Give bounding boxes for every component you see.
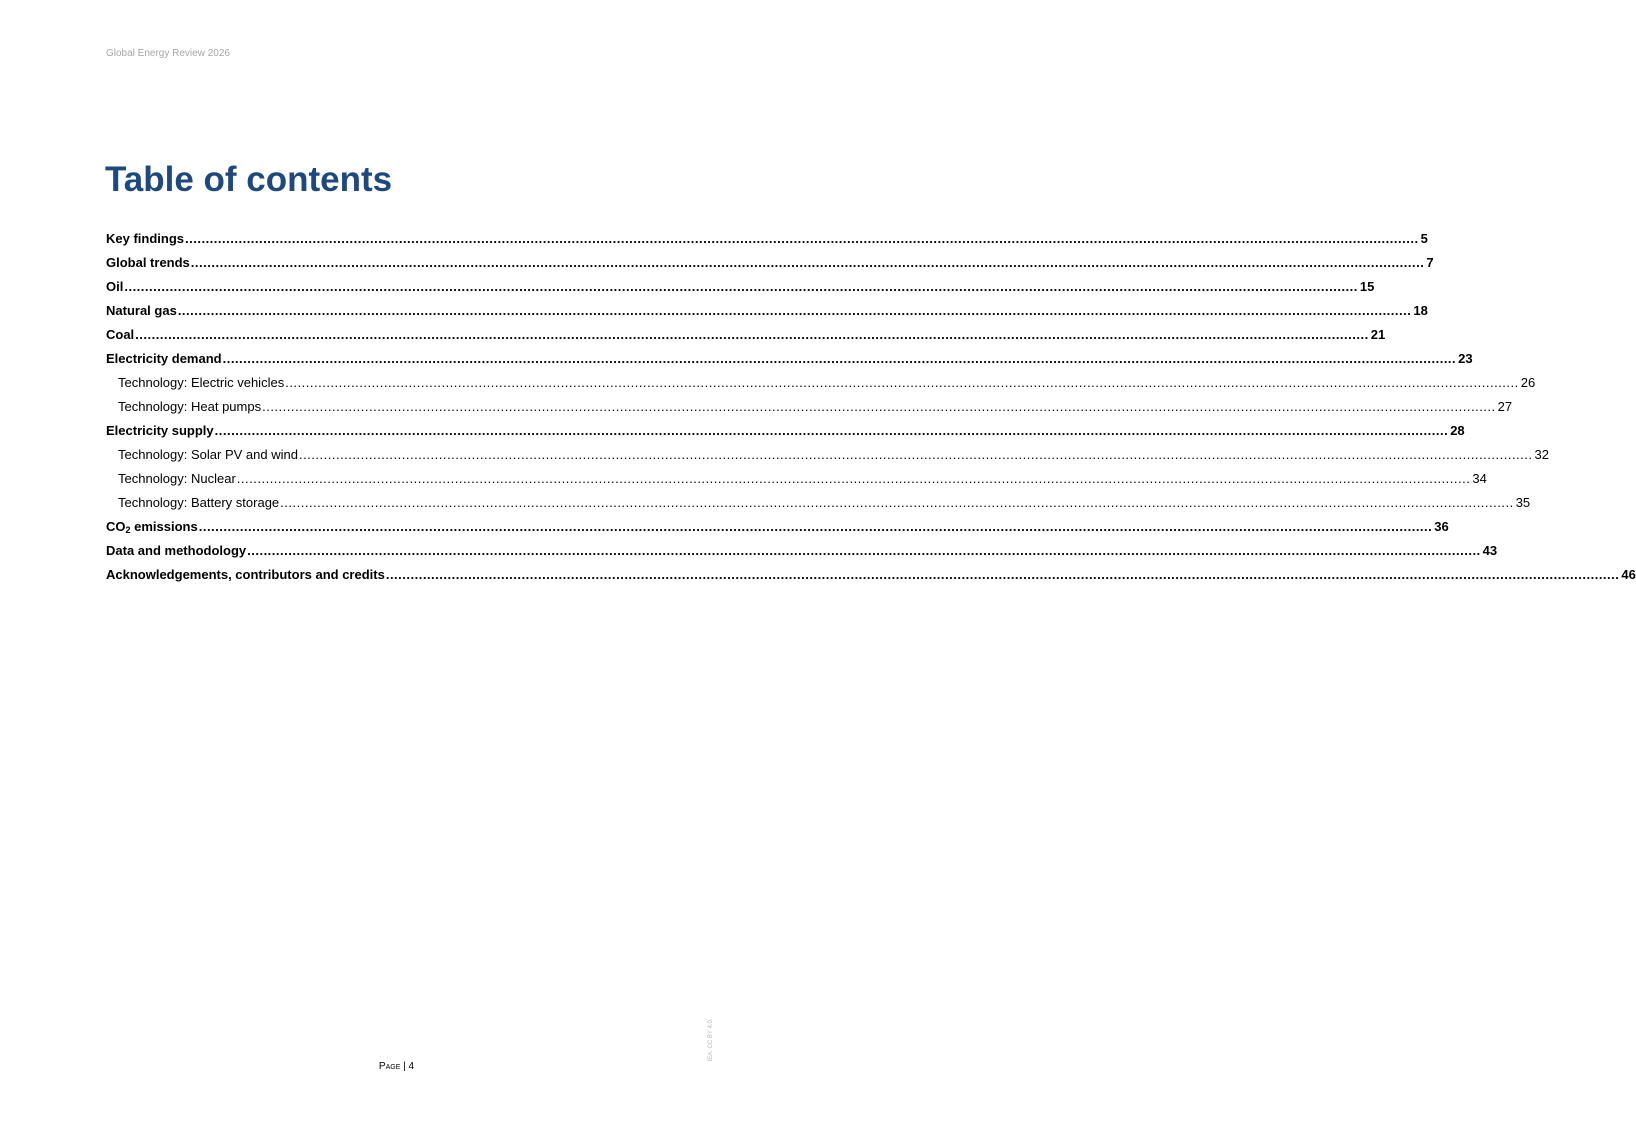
toc-dot-leader: ............................................................................................................................................................................................................................................................................................................ <box>262 399 1496 414</box>
toc-dot-leader: ............................................................................................................................................................................................................................................................................................................ <box>198 519 1433 534</box>
toc-entry-label: Key findings <box>106 231 185 246</box>
toc-entry-page-number: 43 <box>1482 543 1498 558</box>
toc-entry-label: Oil <box>106 279 124 294</box>
toc-entry-page-number: 21 <box>1370 327 1386 342</box>
toc-entry-label: Acknowledgements, contributors and credits <box>106 567 385 582</box>
toc-entry-label: $CO_2$ emissions <box>106 519 198 535</box>
toc-entry-label: Electricity demand <box>106 351 222 366</box>
table-of-contents <box>106 229 1636 589</box>
toc-entry-page-number: 27 <box>1497 399 1513 414</box>
page-label: Page <box>378 1061 401 1072</box>
toc-entry[interactable] <box>106 469 1487 493</box>
toc-entry[interactable] <box>106 565 1636 589</box>
toc-entry-page-number: 23 <box>1458 351 1473 366</box>
toc-entry-page-number: 5 <box>1420 231 1428 246</box>
toc-dot-leader: ............................................................................................................................................................................................................................................................................................................ <box>214 423 1449 438</box>
toc-dot-leader: ............................................................................................................................................................................................................................................................................................................ <box>247 543 1481 558</box>
toc-entry-label: Global trends <box>106 255 190 270</box>
toc-entry[interactable] <box>106 349 1473 373</box>
running-header: Global Energy Review 2026 <box>106 48 230 59</box>
license-text: IEA. CC BY 4.0. <box>708 1018 714 1062</box>
page-footer <box>0 1061 793 1072</box>
page-separator: | <box>400 1061 409 1072</box>
toc-dot-leader: ............................................................................................................................................................................................................................................................................................................ <box>177 303 1412 318</box>
toc-entry[interactable] <box>106 493 1531 517</box>
toc-entry-page-number: 36 <box>1434 519 1449 534</box>
toc-dot-leader: ............................................................................................................................................................................................................................................................................................................ <box>190 255 1425 270</box>
toc-entry-page-number: 7 <box>1426 255 1434 270</box>
toc-entry[interactable] <box>106 445 1549 469</box>
toc-entry-label: Electricity supply <box>106 423 214 438</box>
toc-entry-label: Technology: Electric vehicles <box>118 375 285 390</box>
toc-entry[interactable] <box>106 277 1375 301</box>
toc-dot-leader: ............................................................................................................................................................................................................................................................................................................ <box>285 375 1519 390</box>
toc-entry-label: Natural gas <box>106 303 177 318</box>
toc-entry[interactable] <box>106 421 1465 445</box>
toc-dot-leader: ............................................................................................................................................................................................................................................................................................................ <box>222 351 1457 366</box>
toc-entry-label: Technology: Battery storage <box>118 495 280 510</box>
toc-entry-label: Coal <box>106 327 135 342</box>
toc-dot-leader: ............................................................................................................................................................................................................................................................................................................ <box>185 231 1419 246</box>
page-number: 4 <box>408 1061 415 1072</box>
toc-entry-page-number: 34 <box>1472 471 1487 486</box>
toc-entry[interactable] <box>106 229 1428 253</box>
page-title: Table of contents <box>105 160 393 199</box>
toc-dot-leader: ............................................................................................................................................................................................................................................................................................................ <box>124 279 1358 294</box>
toc-entry[interactable] <box>106 397 1513 421</box>
toc-entry[interactable] <box>106 541 1498 565</box>
toc-entry-label: Data and methodology <box>106 543 247 558</box>
toc-dot-leader: ............................................................................................................................................................................................................................................................................................................ <box>135 327 1369 342</box>
toc-entry-label: Technology: Solar PV and wind <box>118 447 298 462</box>
toc-entry-page-number: 46 <box>1621 567 1636 582</box>
toc-entry-label: Technology: Nuclear <box>118 471 236 486</box>
toc-entry-label: Technology: Heat pumps <box>118 399 262 414</box>
toc-entry-page-number: 15 <box>1359 279 1375 294</box>
toc-dot-leader: ............................................................................................................................................................................................................................................................................................................ <box>236 471 1471 486</box>
toc-entry[interactable] <box>106 517 1449 541</box>
toc-entry-page-number: 18 <box>1413 303 1428 318</box>
toc-entry[interactable] <box>106 301 1428 325</box>
toc-dot-leader: ............................................................................................................................................................................................................................................................................................................ <box>298 447 1533 462</box>
toc-entry-list <box>106 229 1636 589</box>
toc-entry-page-number: 32 <box>1534 447 1549 462</box>
toc-entry[interactable] <box>106 325 1386 349</box>
toc-dot-leader: ............................................................................................................................................................................................................................................................................................................ <box>385 567 1620 582</box>
toc-entry-page-number: 35 <box>1515 495 1531 510</box>
toc-entry-page-number: 26 <box>1520 375 1536 390</box>
toc-dot-leader: ............................................................................................................................................................................................................................................................................................................ <box>280 495 1514 510</box>
toc-entry-page-number: 28 <box>1450 423 1465 438</box>
toc-entry[interactable] <box>106 253 1434 277</box>
toc-entry[interactable] <box>106 373 1536 397</box>
